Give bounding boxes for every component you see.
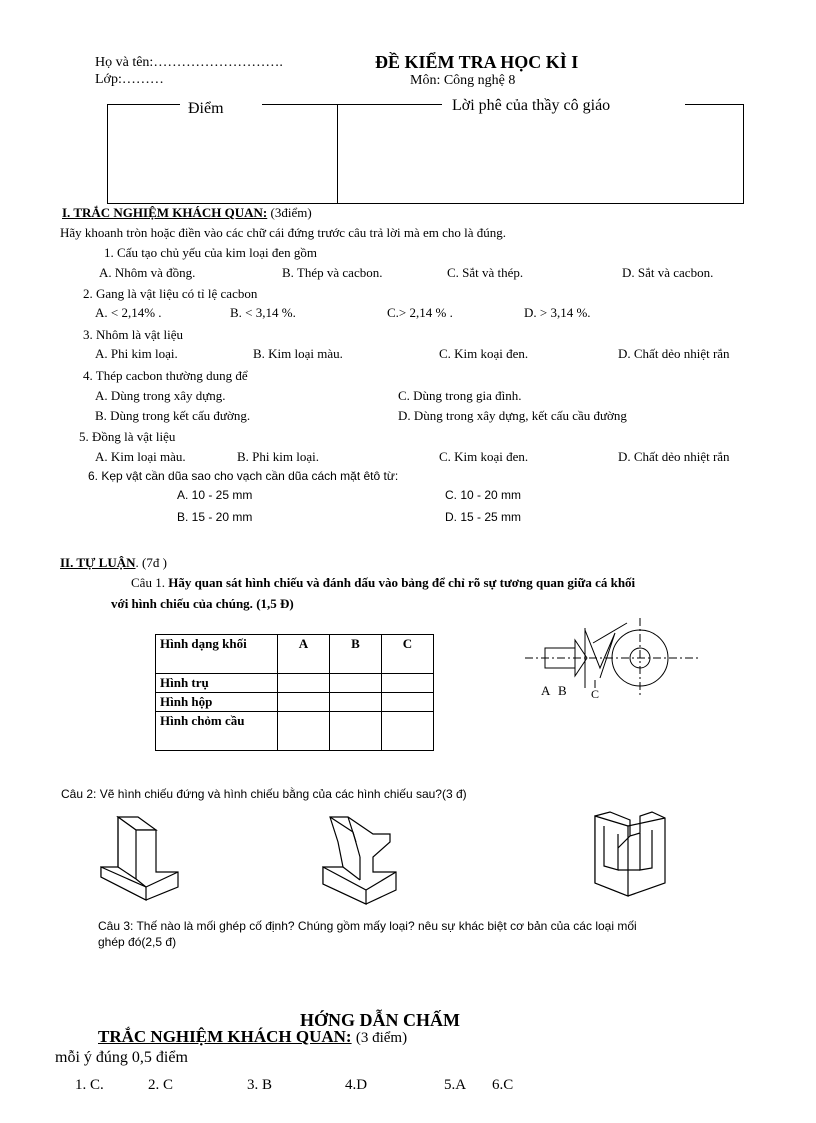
figure-label-c: C xyxy=(591,687,600,701)
cau1-text: Hãy quan sát hình chiếu và đánh dấu vào bảng để chỉ rõ sự tương quan giữa cá khối xyxy=(168,575,636,590)
q2-question: 2. Gang là vật liệu có tỉ lệ cacbon xyxy=(83,286,258,301)
table-row xyxy=(156,674,434,693)
q4-option-b[interactable]: B. Dùng trong kết cấu đường. xyxy=(95,408,251,423)
table-row-label: Hình chỏm cầu xyxy=(156,712,278,751)
answer-5: 5.A xyxy=(444,1077,467,1093)
cau1-line2 xyxy=(111,596,294,612)
table-cell[interactable] xyxy=(382,712,434,751)
q5-option-b[interactable]: B. Phi kim loại. xyxy=(237,449,319,464)
exam-title: ĐỀ KIỂM TRA HỌC KÌ I xyxy=(375,52,579,72)
part1-points: (3điểm) xyxy=(270,205,312,220)
q2-option-c[interactable]: C.> 2,14 % . xyxy=(387,305,453,320)
table-row-label: Hình trụ xyxy=(156,674,278,693)
cau2-text: Câu 2: Vẽ hình chiếu đứng và hình chiếu bằng của các hình chiếu sau?(3 đ) xyxy=(61,787,467,801)
table-header-shape: Hình dạng khối xyxy=(156,635,278,674)
answer-heading-line xyxy=(98,1027,407,1047)
q5-option-c[interactable]: C. Kim koại đen. xyxy=(439,449,529,464)
q6-question: 6. Kẹp vật cần dũa sao cho vạch cần dũa cách mặt êtô từ: xyxy=(88,469,399,483)
table-cell[interactable] xyxy=(330,712,382,751)
part2-heading: II. TỰ LUẬN xyxy=(60,555,136,570)
table-header-a: A xyxy=(278,635,330,674)
q3-option-d[interactable]: D. Chất dẻo nhiệt rắn xyxy=(618,346,730,361)
answer-2: 2. C xyxy=(148,1077,174,1093)
subject-label: Môn: Công nghệ 8 xyxy=(410,73,516,88)
cau1-text2: với hình chiếu của chúng. xyxy=(111,596,253,611)
q6-option-c[interactable]: C. 10 - 20 mm xyxy=(445,488,522,502)
q2-option-b[interactable]: B. < 3,14 %. xyxy=(230,305,296,320)
q1-option-a[interactable]: A. Nhôm và đồng. xyxy=(99,265,196,280)
class-field-label: Lớp:……… xyxy=(95,72,164,87)
answer-6: 6.C xyxy=(492,1077,514,1093)
part1-heading-line xyxy=(62,205,312,221)
q3-question: 3. Nhôm là vật liệu xyxy=(83,327,184,342)
cau3-line2: ghép đó(2,5 đ) xyxy=(98,935,177,949)
q5-option-d[interactable]: D. Chất dẻo nhiệt rắn xyxy=(618,449,730,464)
cau1-line1 xyxy=(131,575,635,591)
table-cell[interactable] xyxy=(330,693,382,712)
cau3-line1: Câu 3: Thế nào là mối ghép cố định? Chúng gồm mấy loại? nêu sự khác biệt cơ bản của các loại mối xyxy=(98,919,637,933)
figure-label-a: A xyxy=(541,683,551,698)
q4-option-a[interactable]: A. Dùng trong xây dựng. xyxy=(95,388,226,403)
figure-label-b: B xyxy=(558,683,567,698)
table-header-b: B xyxy=(330,635,382,674)
q4-option-d[interactable]: D. Dùng trong xây dựng, kết cấu cầu đường xyxy=(398,408,627,423)
answer-note: mỗi ý đúng 0,5 điểm xyxy=(55,1049,188,1066)
correspondence-table xyxy=(155,634,434,751)
q6-option-d[interactable]: D. 15 - 25 mm xyxy=(445,510,522,524)
answer-4: 4.D xyxy=(345,1077,368,1093)
cau1-prefix: Câu 1. xyxy=(131,575,165,590)
answer-points: (3 điểm) xyxy=(355,1030,408,1046)
q1-question: 1. Cấu tạo chủ yếu của kim loại đen gồm xyxy=(104,245,318,260)
q5-question: 5. Đồng là vật liệu xyxy=(79,429,176,444)
q6-option-b[interactable]: B. 15 - 20 mm xyxy=(177,510,253,524)
table-cell[interactable] xyxy=(278,693,330,712)
part1-heading: I. TRẮC NGHIỆM KHÁCH QUAN: xyxy=(62,205,268,220)
q2-option-d[interactable]: D. > 3,14 %. xyxy=(524,305,591,320)
table-cell[interactable] xyxy=(278,674,330,693)
q2-option-a[interactable]: A. < 2,14% . xyxy=(95,305,162,320)
table-row xyxy=(156,693,434,712)
projection-figure xyxy=(525,618,700,708)
shape-2-figure xyxy=(318,812,410,907)
name-field-label: Họ và tên:………………………. xyxy=(95,55,283,70)
table-cell[interactable] xyxy=(330,674,382,693)
comment-box-label: Lời phê của thầy cô giáo xyxy=(452,97,611,114)
q1-option-d[interactable]: D. Sắt và cacbon. xyxy=(622,265,714,280)
q1-option-c[interactable]: C. Sắt và thép. xyxy=(447,265,524,280)
answer-1: 1. C. xyxy=(75,1077,104,1093)
q3-option-b[interactable]: B. Kim loại màu. xyxy=(253,346,343,361)
q1-option-b[interactable]: B. Thép và cacbon. xyxy=(282,265,383,280)
part2-heading-line xyxy=(60,555,167,571)
q4-question: 4. Thép cacbon thường dung để xyxy=(83,368,248,383)
table-header-c: C xyxy=(382,635,434,674)
table-row xyxy=(156,712,434,751)
part1-instruction: Hãy khoanh tròn hoặc điền vào các chữ cái đứng trước câu trả lời mà em cho là đúng. xyxy=(60,225,507,240)
q3-option-a[interactable]: A. Phi kim loại. xyxy=(95,346,178,361)
q6-option-a[interactable]: A. 10 - 25 mm xyxy=(177,488,253,502)
score-box-label: Điểm xyxy=(188,100,224,117)
q4-option-c[interactable]: C. Dùng trong gia đình. xyxy=(398,388,522,403)
part2-points: . (7đ ) xyxy=(135,555,167,570)
table-cell[interactable] xyxy=(382,674,434,693)
answer-heading: TRẮC NGHIỆM KHÁCH QUAN: xyxy=(98,1027,352,1046)
answer-guide-title: HỚNG DẪN CHẤM xyxy=(300,1010,460,1030)
shape-3-figure xyxy=(590,808,670,900)
table-cell[interactable] xyxy=(382,693,434,712)
shape-1-figure xyxy=(98,812,190,902)
table-cell[interactable] xyxy=(278,712,330,751)
q5-option-a[interactable]: A. Kim loại màu. xyxy=(95,449,186,464)
cau1-points: (1,5 Đ) xyxy=(256,596,294,611)
answer-3: 3. B xyxy=(247,1077,273,1093)
table-row-label: Hình hộp xyxy=(156,693,278,712)
q3-option-c[interactable]: C. Kim koại đen. xyxy=(439,346,529,361)
table-row xyxy=(156,635,434,674)
